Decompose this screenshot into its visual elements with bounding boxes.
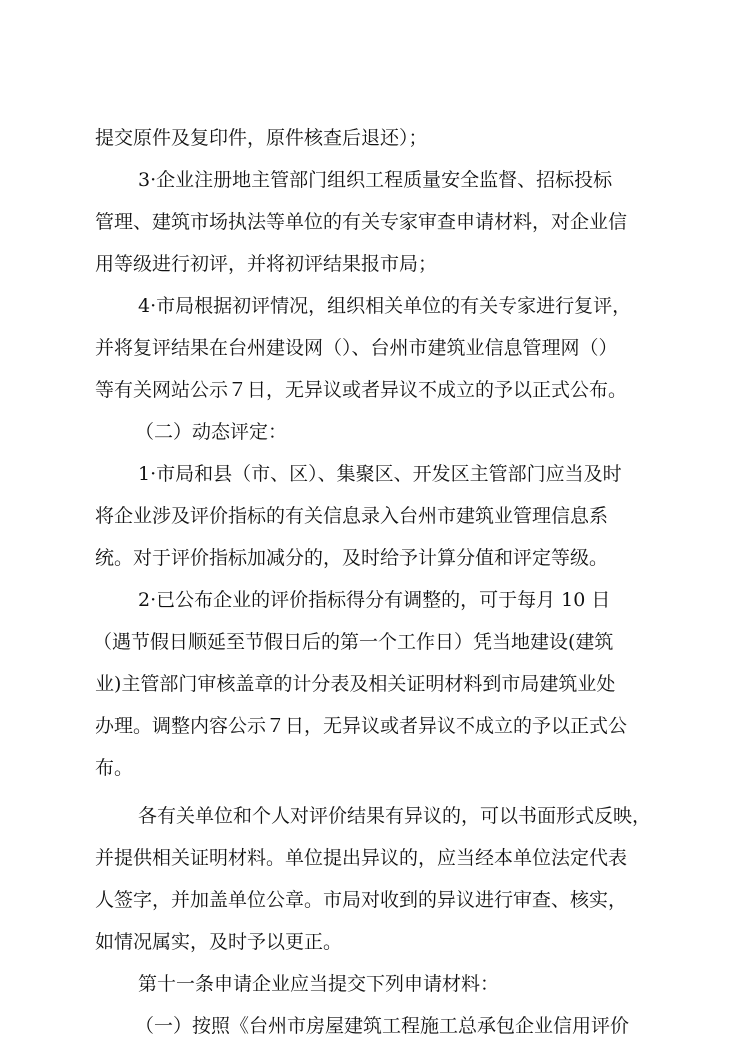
text-line: 将企业涉及评价指标的有关信息录入台州市建筑业管理信息系 bbox=[95, 505, 609, 527]
text-line: 提交原件及复印件，原件核查后退还）； bbox=[95, 127, 428, 149]
text-line: 4·市局根据初评情况，组织相关单位的有关专家进行复评， bbox=[138, 295, 632, 317]
text-line: 管理、建筑市场执法等单位的有关专家审查申请材料，对企业信 bbox=[95, 211, 628, 233]
text-line: 用等级进行初评，并将初评结果报市局； bbox=[95, 253, 438, 275]
text-line: 业)主管部门审核盖章的计分表及相关证明材料到市局建筑业处 bbox=[95, 673, 616, 695]
section-heading: （二）动态评定： bbox=[135, 421, 288, 443]
text-line: 并将复评结果在台州建设网（）、台州市建筑业信息管理网（） bbox=[95, 337, 618, 359]
text-line: 如情况属实，及时予以更正。 bbox=[95, 931, 343, 953]
text-line: 2·已公布企业的评价指标得分有调整的，可于每月 10 日 bbox=[138, 589, 611, 611]
text-line: 办理。调整内容公示７日，无异议或者异议不成立的予以正式公 bbox=[95, 715, 628, 737]
text-line: 统。对于评价指标加减分的，及时给予计算分值和评定等级。 bbox=[95, 547, 609, 569]
text-line: 等有关网站公示７日，无异议或者异议不成立的予以正式公布。 bbox=[95, 379, 628, 401]
text-line: 各有关单位和个人对评价结果有异议的，可以书面形式反映， bbox=[138, 805, 652, 827]
text-line: 布。 bbox=[95, 757, 134, 779]
text-line: 3·企业注册地主管部门组织工程质量安全监督、招标投标 bbox=[138, 169, 613, 191]
text-line: 1·市局和县（市、区）、集聚区、开发区主管部门应当及时 bbox=[138, 463, 622, 485]
text-line: （遇节假日顺延至节假日后的第一个工作日）凭当地建设(建筑 bbox=[93, 631, 614, 653]
text-line: 并提供相关证明材料。单位提出异议的，应当经本单位法定代表 bbox=[95, 847, 628, 869]
text-line: （一）按照《台州市房屋建筑工程施工总承包企业信用评价 bbox=[135, 1015, 630, 1037]
article-heading: 第十一条申请企业应当提交下列申请材料： bbox=[138, 973, 500, 995]
text-line: 人签字，并加盖单位公章。市局对收到的异议进行审查、核实， bbox=[95, 889, 628, 911]
